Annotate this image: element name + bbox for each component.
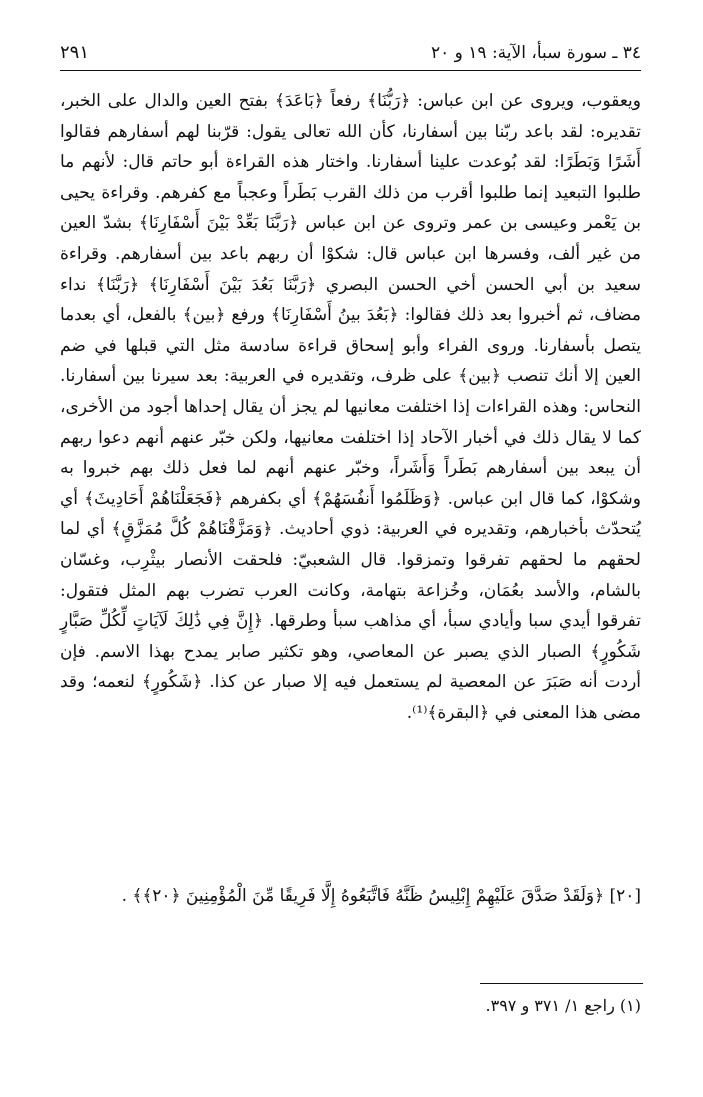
footnote: (١) راجع ١/ ٣٧١ و ٣٩٧. [485, 996, 641, 1015]
quran-verse: [٢٠] ﴿وَلَقَدْ صَدَّقَ عَلَيْهِمْ إِبْلِيسُ ظَنَّهُ فَاتَّبَعُوهُ إِلَّا فَرِيقًا مِّنَ الْمُؤْمِنِينَ ﴿٢٠﴾﴾ . [121, 886, 641, 906]
commentary-text [60, 86, 641, 728]
running-title: ٣٤ ـ سورة سبأ، الآية: ١٩ و ٢٠ [430, 43, 641, 63]
page-header [60, 40, 641, 71]
footnote-divider [480, 983, 643, 984]
commentary-paragraph: ويعقوب، ويروى عن ابن عباس: ﴿رَبُّنَا﴾ رفعاً ﴿بَاعَدَ﴾ بفتح العين والدال على الخبر، تقديره: لقد باعد ربّنا بين أسفارنا، كأن الله تعالى يقول: قرّبنا لهم أسفارهم فقالوا أَشَرًا وَبَطَرًا: لقد بُوعدت علينا أسفارنا. واختار هذه القراءة أبو حاتم قال: لأنهم ما طلبوا التبعيد إنما طلبوا أقرب من ذلك القرب بَطَراً وعجباً مع كفرهم. وقراءة يحيى بن يَعْمر وعيسى بن عمر وتروى عن ابن عباس ﴿رَبَّنَا بَعِّدْ بَيْنَ أَسْفَارِنَا﴾ بشدّ العين من غير ألف، وفسرها ابن عباس قال: شكوْا أن ربهم باعد بين أسفارهم. وقراءة سعيد بن أبي الحسن أخي الحسن البصري ﴿رَبَّنَا بَعُدَ بَيْنَ أَسْفَارِنَا﴾ ﴿رَبَّنَا﴾ نداء مضاف، ثم أخبروا بعد ذلك فقالوا: ﴿بَعُدَ بينُ أَسْفَارِنَا﴾ ورفع ﴿بين﴾ بالفعل، أي بعدما يتصل بأسفارنا. وروى الفراء وأبو إسحاق قراءة سادسة مثل التي قبلها في ضم العين إلا أنك تنصب ﴿بين﴾ على ظرف، وتقديره في العربية: بعد سيرنا بين أسفارنا. النحاس: وهذه القراءات إذا اختلفت معانيها لم يجز أن يقال إحداها أجود من الأخرى، كما لا يقال ذلك في أخبار الآحاد إذا اختلفت معانيها، ولكن خبّر عنهم أنهم دعوا ربهم أن يبعد بين أسفارهم بَطَراً وَأَشَراً، وخبّر عنهم أنهم لما فعل ذلك بهم خبروا به وشكوْا، كما قال ابن عباس. ﴿وَظَلَمُوا أَنفُسَهُمْ﴾ أي بكفرهم ﴿فَجَعَلْنَاهُمْ أَحَادِيثَ﴾ أي يُتحدّث بأخبارهم، وتقديره في العربية: ذوي أحاديث. ﴿وَمَزَّقْنَاهُمْ كُلَّ مُمَزَّقٍ﴾ أي لما لحقهم ما لحقهم تفرقوا وتمزقوا. قال الشعبيّ: فلحقت الأنصار بيثْرِب، وغسّان بالشام، والأسد بعُمَان، وخُزاعة بتهامة، وكانت العرب تضرب بهم المثل فتقول: تفرقوا أيدي سبا وأيادي سبأ، أي مذاهب سبأ وطرقها. ﴿إِنَّ فِي ذَٰلِكَ لَآيَاتٍ لِّكُلِّ صَبَّارٍ شَكُورٍ﴾ الصبار الذي يصبر عن المعاصي، وهو تكثير صابر يمدح بهذا الاسم. فإن أردت أنه صَبَرَ عن المعصية لم يستعمل فيه إلا صبار عن كذا. ﴿شَكُورٍ﴾ لنعمه؛ وقد مضى هذا المعنى في ﴿البقرة﴾⁽¹⁾. [60, 91, 641, 723]
page-number: ٢٩١ [60, 42, 90, 63]
